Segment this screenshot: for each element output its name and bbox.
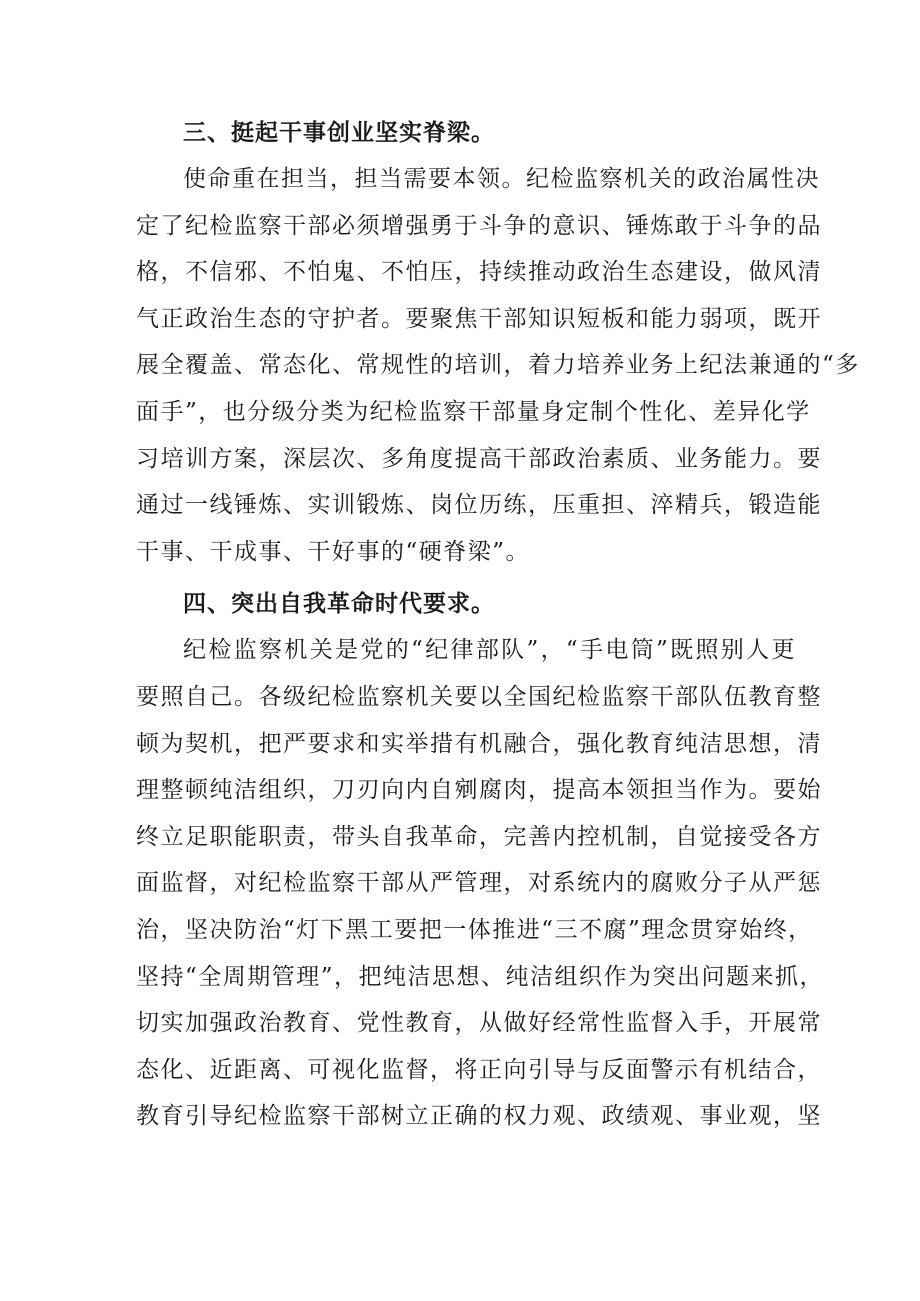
paragraph-line: 态化、近距离、可视化监督，将正向引导与反面警示有机结合， bbox=[136, 1056, 822, 1083]
paragraph-line: 通过一线锤炼、实训锻炼、岗位历练，压重担、淬精兵，锻造能 bbox=[136, 492, 822, 519]
paragraph-line: 干事、干成事、干好事的“硬脊梁”。 bbox=[136, 538, 531, 565]
paragraph-line: 终立足职能职责，带头自我革命，完善内控机制，自觉接受各方 bbox=[136, 823, 822, 850]
paragraph-line: 格，不信邪、不怕鬼、不怕压，持续推动政治生态建设，做风清 bbox=[136, 259, 822, 286]
section-paragraph bbox=[136, 627, 825, 1140]
paragraph-line: 理整顿纯洁组织，刀刃向内自剜腐肉，提高本领担当作为。要始 bbox=[136, 777, 822, 804]
paragraph-line: 要照自己。各级纪检监察机关要以全国纪检监察干部队伍教育整 bbox=[136, 683, 822, 710]
paragraph-line: 切实加强政治教育、党性教育，从做好经常性监督入手，开展常 bbox=[136, 1010, 822, 1037]
section-four bbox=[136, 581, 825, 1140]
paragraph-line: 坚持“全周期管理”，把纯洁思想、纯洁组织作为突出问题来抓， bbox=[136, 963, 825, 990]
paragraph-line: 定了纪检监察干部必须增强勇于斗争的意识、锤炼敢于斗争的品 bbox=[136, 212, 822, 239]
paragraph-line: 纪检监察机关是党的“纪律部队”，“手电筒”既照别人更 bbox=[183, 637, 796, 664]
paragraph-line: 习培训方案，深层次、多角度提高干部政治素质、业务能力。要 bbox=[136, 445, 822, 472]
paragraph-line: 治，坚决防治“灯下黑工要把一体推进“三不腐”理念贯穿始终， bbox=[136, 916, 813, 943]
paragraph-line: 展全覆盖、常态化、常规性的培训，着力培养业务上纪法兼通的“多 bbox=[136, 352, 860, 379]
section-paragraph bbox=[136, 156, 860, 575]
paragraph-line: 使命重在担当，担当需要本领。纪检监察机关的政治属性决 bbox=[183, 166, 820, 192]
document-body bbox=[136, 110, 860, 1140]
paragraph-line: 气正政治生态的守护者。要聚焦干部知识短板和能力弱项，既开 bbox=[136, 305, 822, 332]
paragraph-line: 顿为契机，把严要求和实举措有机融合，强化教育纯洁思想，清 bbox=[136, 730, 822, 757]
paragraph-line: 面监督，对纪检监察干部从严管理，对系统内的腐败分子从严惩 bbox=[136, 870, 822, 897]
paragraph-line: 教育引导纪检监察干部树立正确的权力观、政绩观、事业观，坚 bbox=[136, 1103, 822, 1130]
section-heading: 四、突出自我革命时代要求。 bbox=[183, 591, 495, 618]
section-heading: 三、挺起干事创业坚实脊梁。 bbox=[183, 120, 495, 146]
section-three bbox=[136, 110, 860, 575]
paragraph-line: 面手”，也分级分类为纪检监察干部量身定制个性化、差异化学 bbox=[136, 398, 811, 425]
